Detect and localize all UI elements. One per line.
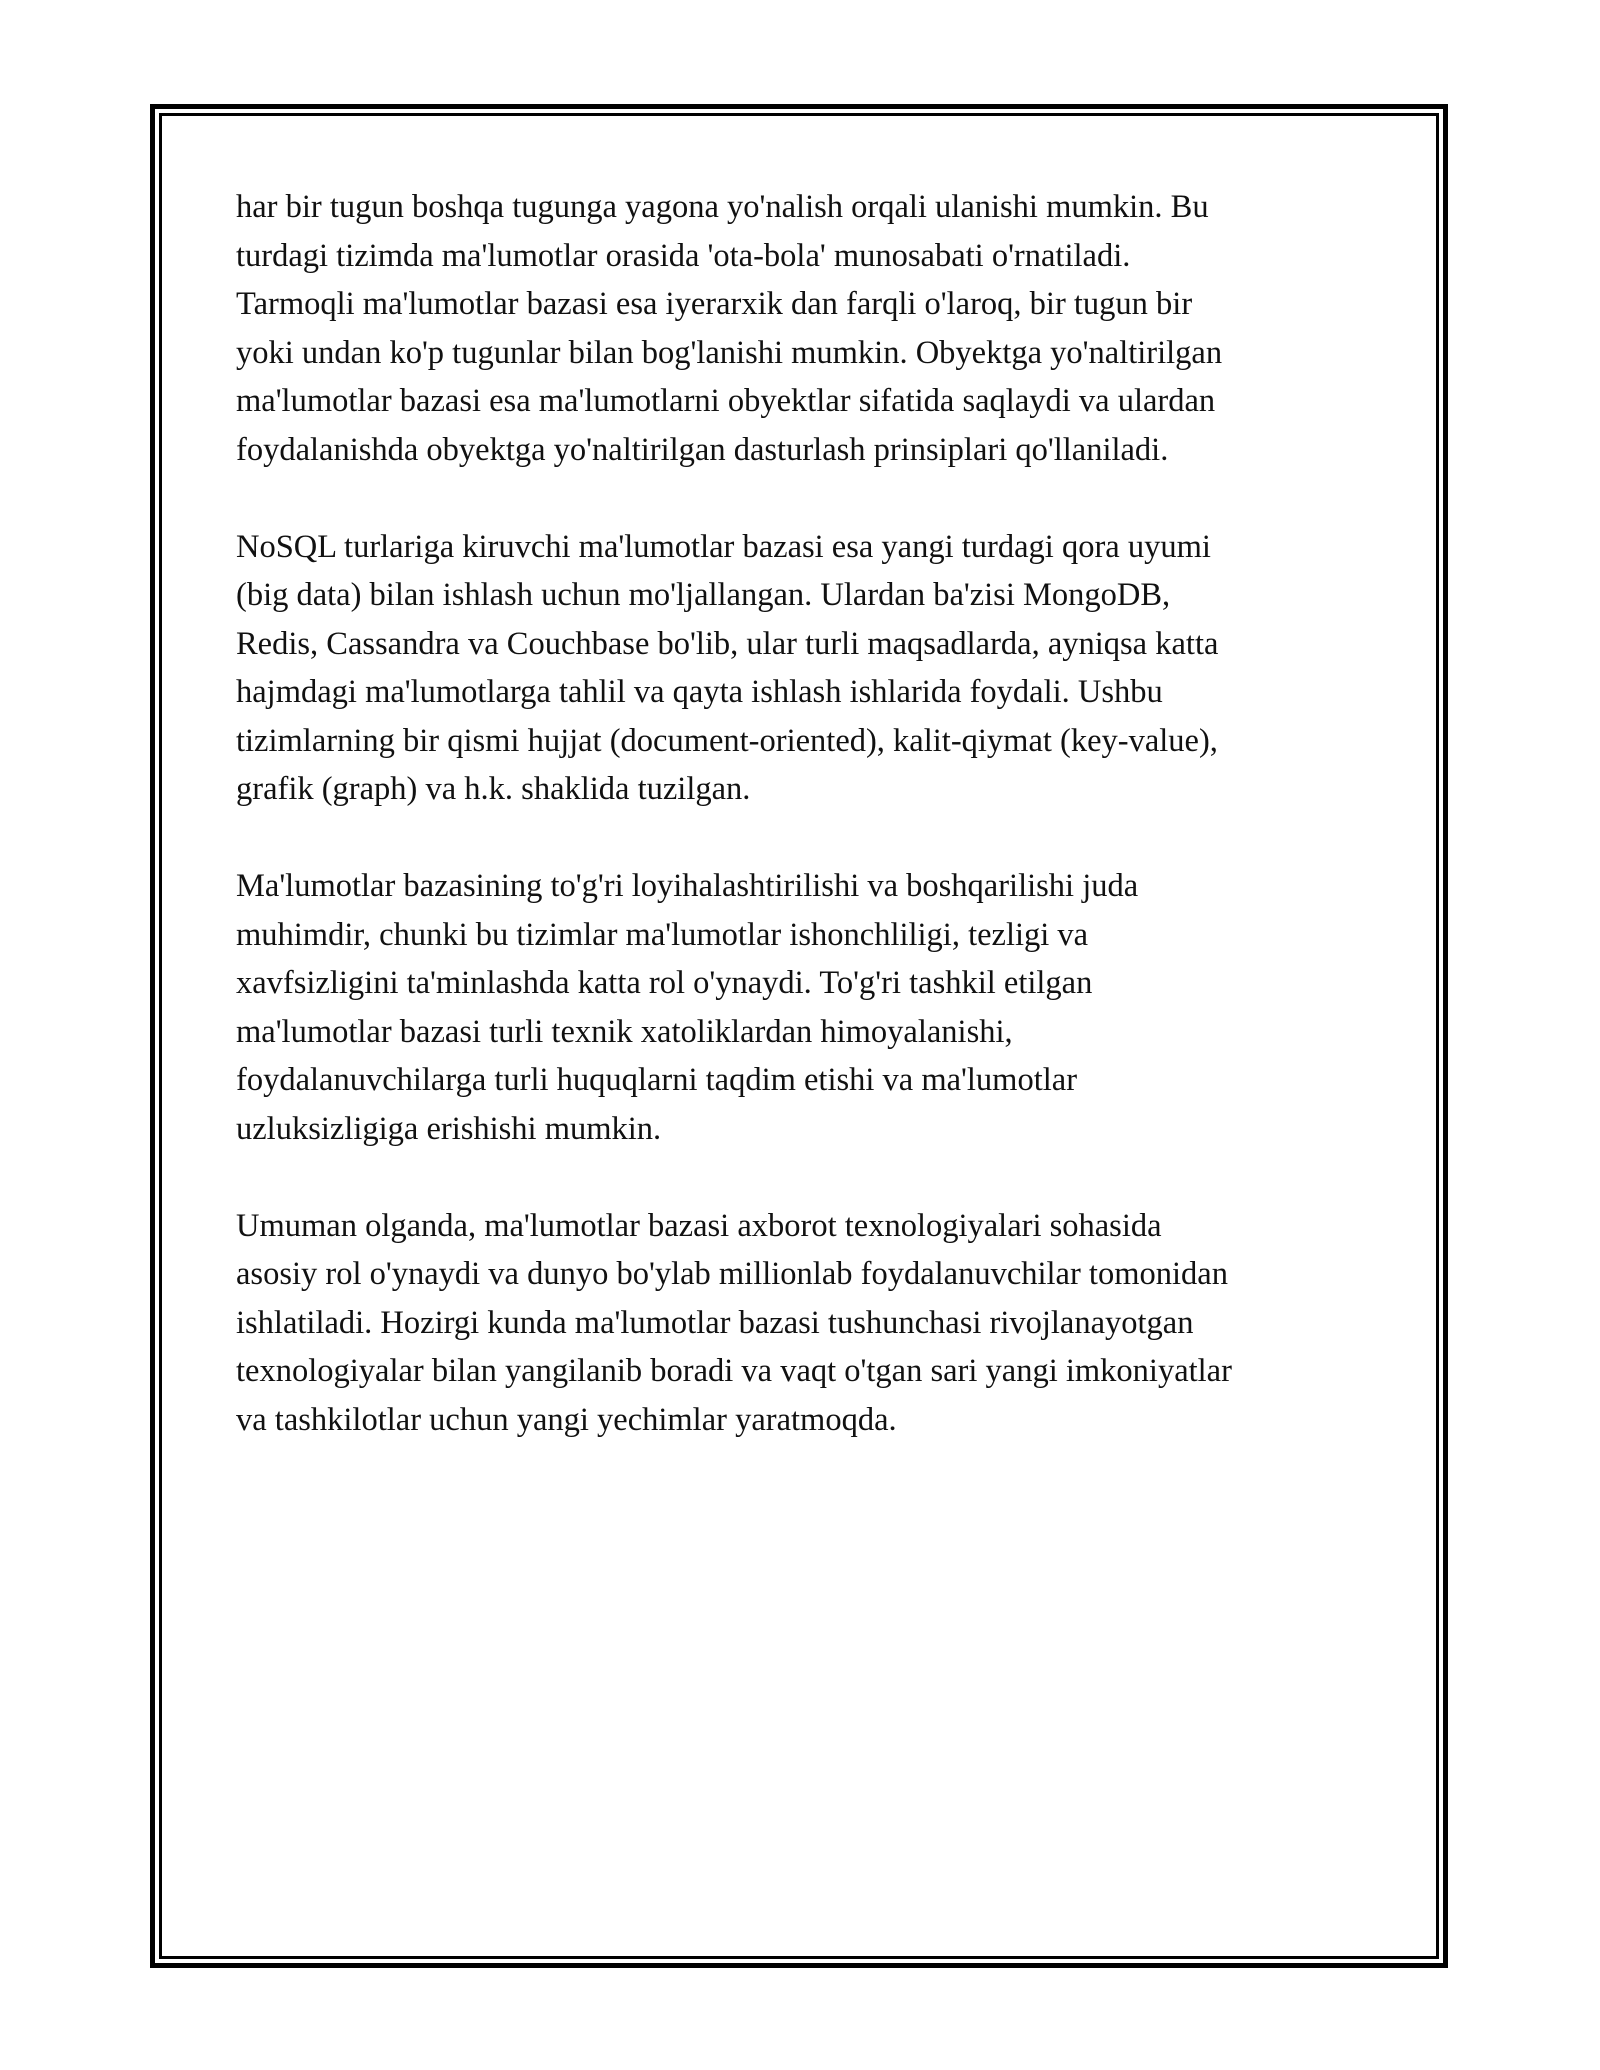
text-line: uzluksizligiga erishishi mumkin.: [236, 1110, 662, 1147]
text-line: Ma'lumotlar bazasining to'g'ri loyihalashtirilishi va boshqarilishi juda: [236, 868, 1139, 904]
text-line: foydalanuvchilarga turli huquqlarni taqdim etishi va ma'lumotlar: [236, 1062, 1078, 1098]
text-line: grafik (graph) va h.k. shaklida tuzilgan.: [236, 771, 751, 807]
text-line: yoki undan ko'p tugunlar bilan bog'lanishi mumkin. Obyektga yo'naltirilgan: [236, 334, 1223, 371]
paragraph-1: [236, 183, 1366, 474]
text-line: xavfsizligini ta'minlashda katta rol o'ynaydi. To'g'ri tashkil etilgan: [236, 965, 1093, 1001]
text-line: Tarmoqli ma'lumotlar bazasi esa iyerarxik dan farqli o'laroq, bir tugun bir: [236, 286, 1193, 322]
text-line: muhimdir, chunki bu tizimlar ma'lumotlar ishonchliligi, tezligi va: [236, 916, 1089, 953]
text-line: va tashkilotlar uchun yangi yechimlar yaratmoqda.: [236, 1401, 897, 1438]
text-line: turdagi tizimda ma'lumotlar orasida 'ota-bola' munosabati o'rnatiladi.: [236, 237, 1131, 274]
text-line: foydalanishda obyektga yo'naltirilgan dasturlash prinsiplari qo'llaniladi.: [236, 431, 1169, 468]
paragraph-4: [236, 1202, 1366, 1445]
text-line: Umuman olganda, ma'lumotlar bazasi axborot texnologiyalari sohasida: [236, 1207, 1162, 1244]
text-line: tizimlarning bir qismi hujjat (document-oriented), kalit-qiymat (key-value),: [236, 722, 1218, 759]
text-line: asosiy rol o'ynaydi va dunyo bo'ylab millionlab foydalanuvchilar tomonidan: [236, 1256, 1228, 1292]
text-line: NoSQL turlariga kiruvchi ma'lumotlar bazasi esa yangi turdagi qora uyumi: [236, 528, 1211, 565]
paragraph-2: [236, 523, 1366, 814]
text-line: ishlatiladi. Hozirgi kunda ma'lumotlar bazasi tushunchasi rivojlanayotgan: [236, 1304, 1194, 1341]
text-line: (big data) bilan ishlash uchun mo'ljallangan. Ulardan ba'zisi MongoDB,: [236, 577, 1171, 613]
paragraph-3: [236, 862, 1366, 1153]
text-line: Redis, Cassandra va Couchbase bo'lib, ular turli maqsadlarda, ayniqsa katta: [236, 625, 1219, 662]
document-body: [236, 183, 1366, 1493]
text-line: hajmdagi ma'lumotlarga tahlil va qayta ishlash ishlarida foydali. Ushbu: [236, 674, 1163, 710]
text-line: ma'lumotlar bazasi turli texnik xatoliklardan himoyalanishi,: [236, 1013, 1013, 1050]
text-line: har bir tugun boshqa tugunga yagona yo'nalish orqali ulanishi mumkin. Bu: [236, 189, 1209, 225]
text-line: texnologiyalar bilan yangilanib boradi va vaqt o'tgan sari yangi imkoniyatlar: [236, 1353, 1232, 1389]
text-line: ma'lumotlar bazasi esa ma'lumotlarni obyektlar sifatida saqlaydi va ulardan: [236, 383, 1216, 419]
